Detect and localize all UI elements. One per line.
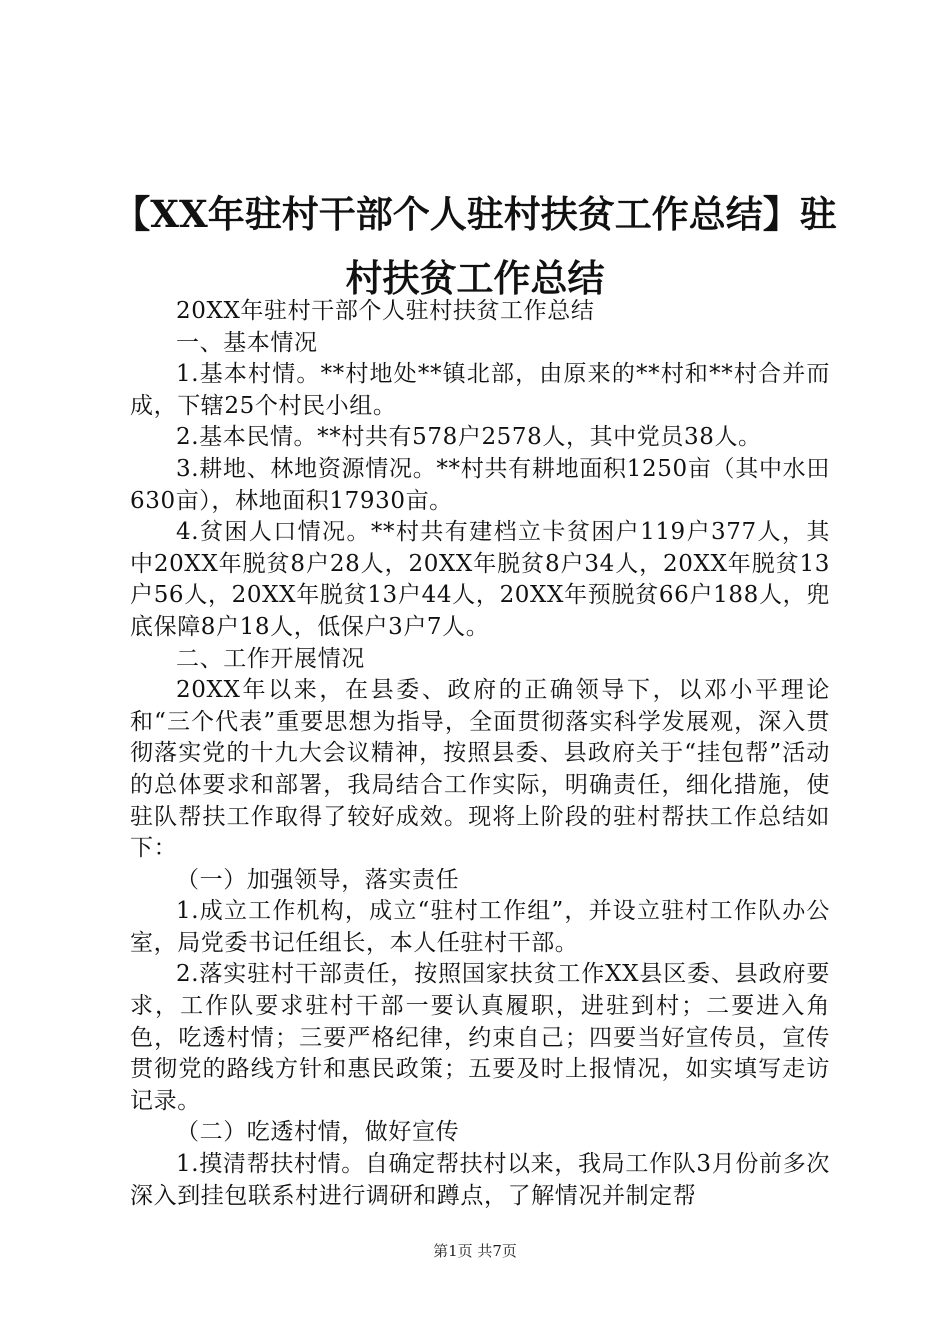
paragraph-work-overview: 20XX年以来，在县委、政府的正确领导下，以邓小平理论和“三个代表”重要思想为指导，全面贯彻落实科学发展观，深入贯彻落实党的十九大会议精神，按照县委、县政府关于“挂包帮”活动的总体要求和部署，我局结合工作实际，明确责任，细化措施，使驻队帮扶工作取得了较好成效。现将上阶段的驻村帮扶工作总结如下：	[130, 677, 830, 862]
paragraph-village-situation: 1.基本村情。**村地处**镇北部，由原来的**村和**村合并而成，下辖25个村民小组。	[130, 361, 830, 419]
paragraph-poverty-population: 4.贫困人口情况。**村共有建档立卡贫困户119户377人，其中20XX年脱贫8户28人，20XX年脱贫8户34人，20XX年脱贫13户56人，20XX年脱贫13户44人，20XX年预脱贫66户188人，兜底保障8户18人，低保户3户7人。	[130, 519, 830, 640]
section-heading-work-progress: 二、工作开展情况	[176, 645, 365, 672]
paragraph-land-resources: 3.耕地、林地资源情况。**村共有耕地面积1250亩（其中水田630亩），林地面积17930亩。	[130, 455, 830, 514]
paragraph-work-organization: 1.成立工作机构，成立“驻村工作组”，并设立驻村工作队办公室，局党委书记任组长，本人任驻村干部。	[130, 898, 830, 956]
paragraph-population-situation: 2.基本民情。**村共有578户2578人，其中党员38人。	[176, 424, 762, 451]
subsection-heading-leadership: （一）加强领导，落实责任	[176, 866, 460, 893]
paragraph-village-survey: 1.摸清帮扶村情。自确定帮扶村以来，我局工作队3月份前多次深入到挂包联系村进行调研和蹲点，了解情况并制定帮	[130, 1151, 830, 1209]
subtitle-paragraph: 20XX年驻村干部个人驻村扶贫工作总结	[176, 298, 595, 324]
document-title-line-2: 村扶贫工作总结	[345, 256, 605, 300]
paragraph-cadre-responsibility: 2.落实驻村干部责任，按照国家扶贫工作XX县区委、县政府要求，工作队要求驻村干部一要认真履职，进驻到村；二要进入角色，吃透村情；三要严格纪律，约束自己；四要当好宣传员，宣传贯彻党的路线方针和惠民政策；五要及时上报情况，如实填写走访记录。	[130, 961, 830, 1114]
document-body	[130, 296, 830, 1212]
page-footer: 第1页 共7页	[433, 1242, 517, 1260]
document-title-line-1: 【XX年驻村干部个人驻村扶贫工作总结】驻	[113, 192, 837, 236]
document-title	[100, 182, 850, 310]
subsection-heading-publicity: （二）吃透村情，做好宣传	[176, 1119, 460, 1146]
section-heading-basic-situation: 一、基本情况	[176, 329, 318, 356]
